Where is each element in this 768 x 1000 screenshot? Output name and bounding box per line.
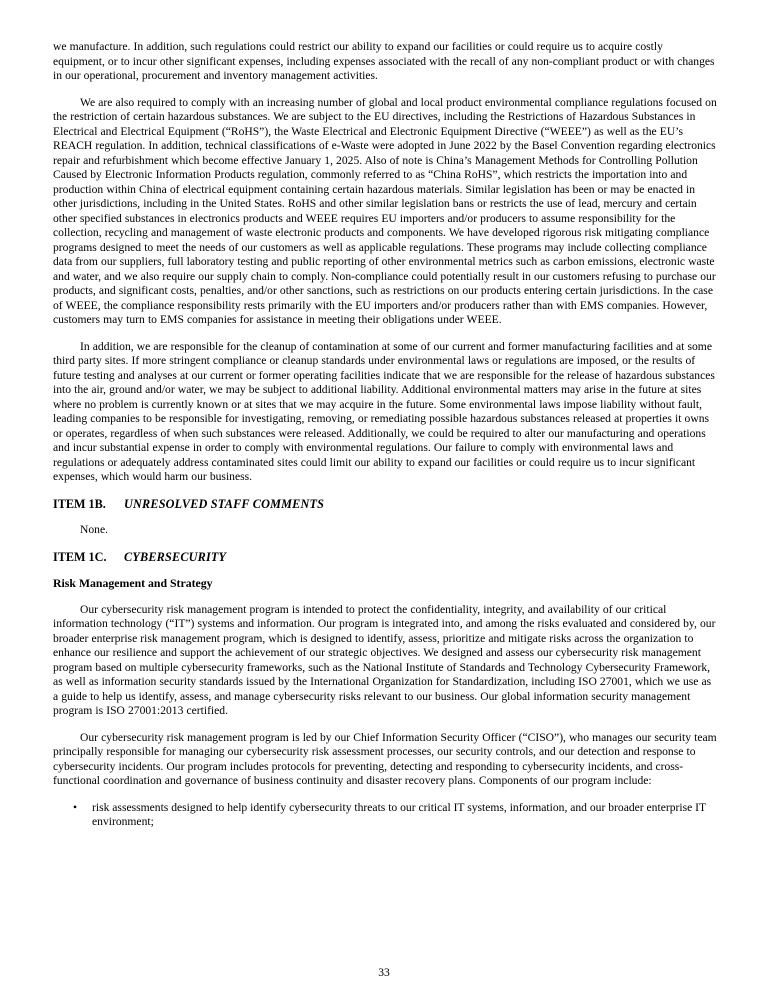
item-1b-heading bbox=[53, 497, 717, 512]
item-1b-label: ITEM 1B. bbox=[53, 496, 106, 511]
paragraph-continuation-regulations: we manufacture. In addition, such regulations could restrict our ability to expand our facilities or could require us to acquire costly equipment, or to incur other significant expenses, including expenses associated with the recall of any non-compliant product or with changes in our operational, procurement and inventory management activities. bbox=[53, 40, 715, 82]
bullet-text: risk assessments designed to help identify cybersecurity threats to our critical IT systems, information, and our broader enterprise IT environment; bbox=[92, 800, 706, 828]
item-1b-title: UNRESOLVED STAFF COMMENTS bbox=[124, 496, 325, 511]
risk-management-strategy-heading: Risk Management and Strategy bbox=[53, 576, 213, 590]
item-1c-heading bbox=[53, 550, 717, 565]
paragraph-contamination-cleanup: In addition, we are responsible for the cleanup of contamination at some of our current and former manufacturing facilities and at some third party sites. If more stringent compliance or cleanup standards under environmental laws or regulations are imposed, or the results of future testing and analyses at our current or former operating facilities indicate that we are responsible for the release of hazardous substances into the air, ground and/or water, we may be subject to additional liability. Additional environmental matters may arise in the future at sites where no problem is currently known or at sites that we may acquire in the future. Some environmental laws impose liability without fault, leading companies to be responsible for investigating, removing, or remediating possible hazardous substances released at properties it owns or operates, regardless of when such substances were released. Additionally, we could be required to alter our manufacturing and operations and incur substantial expense in order to comply with environmental regulations. Our failure to comply with environmental laws and regulations or adequately address contaminated sites could limit our ability to expand our facilities or could require us to incur significant expenses, which would harm our business. bbox=[53, 339, 715, 483]
none-text: None. bbox=[80, 523, 109, 536]
item-1c-title: CYBERSECURITY bbox=[124, 549, 227, 564]
page-number: 33 bbox=[378, 965, 390, 979]
paragraph-environmental-compliance: We are also required to comply with an increasing number of global and local product environmental compliance regulations focused on the restriction of certain hazardous substances. We are subject to the EU directives, including the Restrictions of Hazardous Substances in Electrical and Electrical Equipment (“RoHS”), the Waste Electrical and Electronic Equipment Directive (“WEEE”) as well as the EU’s REACH regulation. In addition, technical classifications of e-Waste were adopted in June 2022 by the Basel Convention regarding electronics repair and refurbishment which become effective January 1, 2025. Also of note is China’s Management Methods for Controlling Pollution Caused by Electronic Information Products regulation, commonly referred to as “China RoHS”, which restricts the importation into and production within China of electrical equipment containing certain hazardous materials. Similar legislation has been or may be enacted in other jurisdictions, including in the United States. RoHS and other similar legislation bans or restricts the use of lead, mercury and certain other specified substances in electronics products and WEEE requires EU importers and/or producers to assume responsibility for the collection, recycling and management of waste electronic products and components. We have developed rigorous risk mitigating compliance programs designed to meet the needs of our customers as well as applicable regulations. These programs may include collecting compliance data from our suppliers, full laboratory testing and public reporting of other environmental metrics such as carbon emissions, electronic waste and water, and we also require our supply chain to comply. Non-compliance could potentially result in our customers refusing to purchase our products, and significant costs, penalties, and/or other sanctions, such as restrictions on our products entering certain jurisdictions. In the case of WEEE, the compliance responsibility rests primarily with the EU importers and/or producers rather than with EMS companies. However, customers may turn to EMS companies for assistance in meeting their obligations under WEEE. bbox=[53, 95, 717, 326]
paragraph-cybersecurity-program: Our cybersecurity risk management program is intended to protect the confidentiality, integrity, and availability of our critical information technology (“IT”) systems and information. Our program is integrated into, and among the risks evaluated and considered by, our broader enterprise risk management program, which is designed to identify, assess, prioritize and mitigate risks across the organization to enhance our resilience and support the achievement of our strategic objectives. We designed and assess our cybersecurity risk management program based on multiple cybersecurity frameworks, such as the National Institute of Standards and Technology Cybersecurity Framework, as well as information security standards issued by the International Organization for Standardization, including ISO 27001, which we use as a guide to help us identify, assess, and manage cybersecurity risks relevant to our business. Our global information security management program is ISO 27001:2013 certified. bbox=[53, 602, 716, 717]
page-body bbox=[53, 40, 717, 842]
bullet-item-risk-assessments bbox=[53, 801, 717, 830]
bullet-marker: • bbox=[73, 800, 78, 814]
paragraph-ciso-program: Our cybersecurity risk management program is led by our Chief Information Security Officer (“CISO”), who manages our security team principally responsible for managing our cybersecurity risk assessment processes, our security controls, and our detection and response to cybersecurity incidents. Our program includes protocols for preventing, detecting and responding to cybersecurity incidents, and cross-functional coordination and governance of business continuity and disaster recovery plans. Components of our program include: bbox=[53, 730, 717, 787]
item-1c-label: ITEM 1C. bbox=[53, 549, 107, 564]
